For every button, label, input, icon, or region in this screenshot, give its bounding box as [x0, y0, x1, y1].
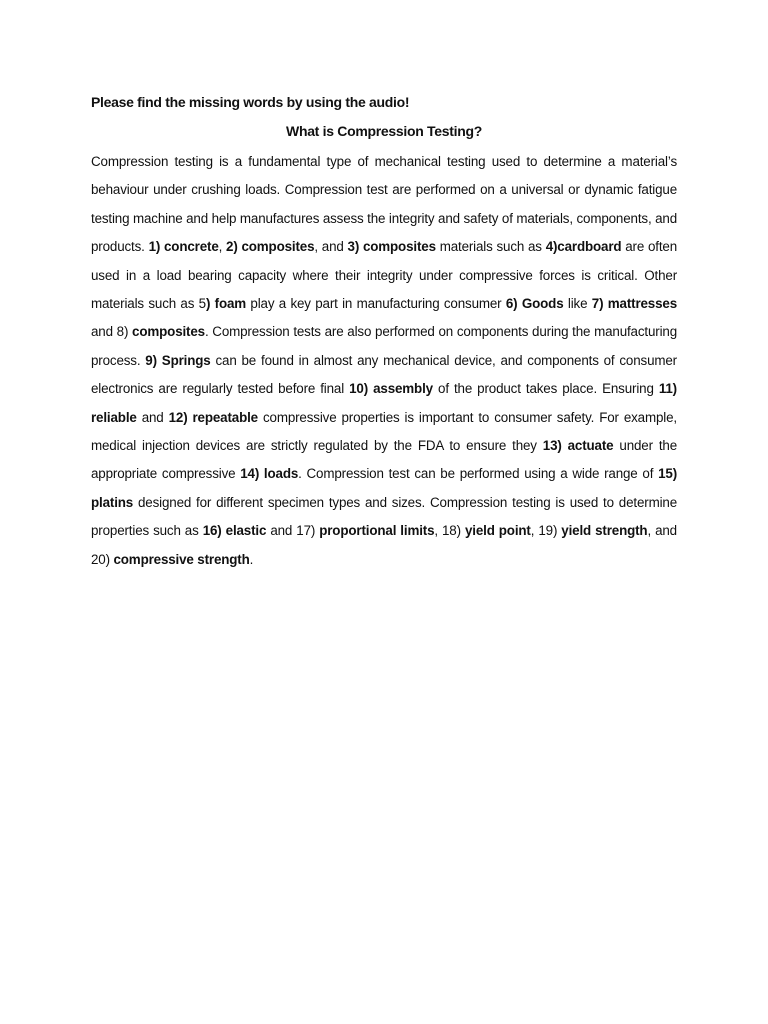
- answer-term: 16) elastic: [202, 523, 267, 539]
- text-segment: and 17): [266, 523, 320, 539]
- text-segment: ,: [218, 239, 227, 255]
- answer-term: 12) repeatable: [168, 409, 258, 425]
- answer-term: composites: [132, 324, 205, 340]
- text-segment: designed for different specimen types and sizes. Compression testing is used to determine properties such as: [91, 494, 677, 539]
- text-segment: and 8): [91, 324, 133, 340]
- document-page: [91, 92, 677, 574]
- answer-term: compressive strength: [113, 551, 250, 567]
- text-segment: compressive properties is important to consumer safety. For example, medical injection devices are strictly regulated by the FDA to ensure they: [91, 409, 677, 454]
- text-segment: play a key part in manufacturing consumer: [246, 296, 506, 312]
- answer-term: 4)cardboard: [545, 239, 622, 255]
- answer-term: 9) Springs: [145, 352, 211, 368]
- text-segment: . Compression tests are also performed on components during the manufacturing process.: [91, 324, 677, 368]
- answer-term: 1) concrete: [148, 239, 219, 255]
- document-title: What is Compression Testing?: [286, 123, 482, 139]
- text-segment: .: [249, 551, 254, 567]
- answer-term: 13) actuate: [542, 438, 614, 454]
- text-segment: are often used in a load bearing capacity where their integrity under compressive forces is critical. Other materials such as 5: [91, 239, 678, 312]
- answer-term: yield strength: [561, 523, 648, 539]
- text-segment: , 19): [530, 523, 562, 539]
- answer-term: 6) Goods: [505, 296, 564, 312]
- text-segment: like: [563, 296, 592, 312]
- text-segment: under the appropriate compressive: [91, 438, 677, 482]
- instruction-line: Please find the missing words by using the audio!: [91, 94, 410, 110]
- answer-term: 7) mattresses: [591, 296, 677, 312]
- answer-term: 11) reliable: [91, 381, 677, 425]
- answer-term: 10) assembly: [349, 381, 433, 397]
- text-segment: of the product takes place. Ensuring: [432, 381, 659, 397]
- text-segment: . Compression test can be performed using a wide range of: [298, 466, 659, 482]
- text-segment: , 18): [434, 523, 465, 539]
- text-segment: Compression testing is a fundamental type of mechanical testing used to determine a material’s behaviour under crushing loads. Compression test are performed on a universal or dynamic fatigue testing machine and help manufactures assess the integrity and safety of materials, components, and products.: [91, 154, 677, 255]
- answer-term: ) foam: [205, 296, 247, 312]
- text-segment: , and 20): [91, 523, 677, 567]
- answer-term: yield point: [464, 523, 531, 539]
- text-segment: can be found in almost any mechanical device, and components of consumer electronics are regularly tested before final: [91, 352, 677, 397]
- answer-term: 3) composites: [347, 239, 436, 255]
- text-segment: , and: [314, 239, 348, 255]
- body-paragraph: [91, 148, 677, 574]
- answer-term: proportional limits: [319, 523, 435, 539]
- text-segment: and: [136, 409, 169, 425]
- answer-term: 2) composites: [226, 239, 315, 255]
- answer-term: 15) platins: [91, 466, 677, 510]
- answer-term: 14) loads: [240, 466, 299, 482]
- text-segment: materials such as: [435, 239, 546, 255]
